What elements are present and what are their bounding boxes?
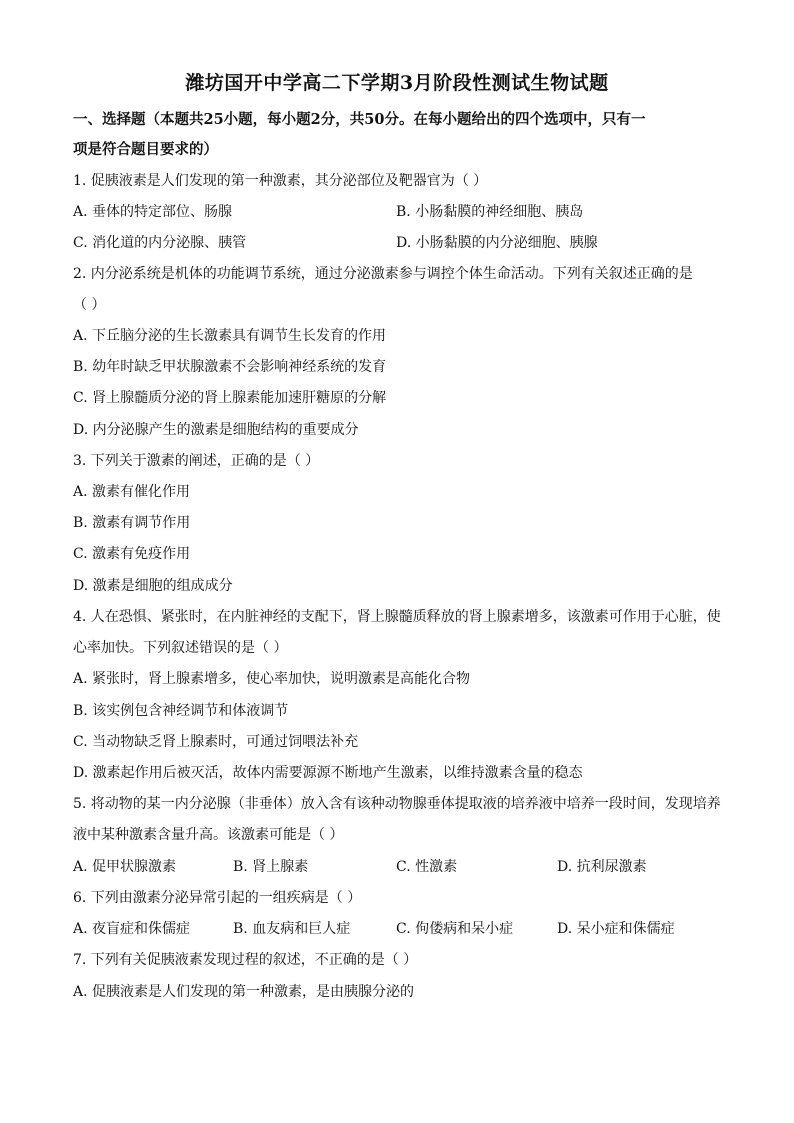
question-1-option-b: B. 小肠黏膜的神经细胞、胰岛	[396, 204, 584, 220]
question-3-option-a: A. 激素有催化作用	[73, 484, 191, 500]
question-3-stem: 3. 下列关于激素的阐述，正确的是（ ）	[73, 453, 320, 469]
question-2-option-c: C. 肾上腺髓质分泌的肾上腺素能加速肝糖原的分解	[73, 390, 387, 406]
question-5-option-d: D. 抗利尿激素	[557, 859, 647, 875]
question-2-stem-cont: （ ）	[73, 297, 106, 313]
question-1-option-a: A. 垂体的特定部位、肠腺	[73, 204, 233, 220]
question-6-option-a: A. 夜盲症和侏儒症	[73, 921, 191, 937]
question-4-stem-cont: 心率加快。下列叙述错误的是（ ）	[73, 640, 288, 656]
question-5-option-c: C. 性激素	[396, 859, 458, 875]
question-6-stem: 6. 下列由激素分泌异常引起的一组疾病是（ ）	[73, 890, 362, 906]
question-2-option-a: A. 下丘脑分泌的生长激素具有调节生长发育的作用	[73, 328, 387, 344]
question-6-option-c: C. 佝偻病和呆小症	[396, 921, 514, 937]
question-3-option-d: D. 激素是细胞的组成成分	[73, 578, 233, 594]
question-5-stem-cont: 液中某种激素含量升高。该激素可能是（ ）	[73, 827, 344, 843]
page-title: 潍坊国开中学高二下学期3月阶段性测试生物试题	[185, 72, 609, 94]
question-4-stem: 4. 人在恐惧、紧张时，在内脏神经的支配下，肾上腺髓质释放的肾上腺素增多，该激素可作用于心脏，使	[73, 609, 721, 625]
question-1-stem: 1. 促胰液素是人们发现的第一种激素，其分泌部位及靶器官为（ ）	[73, 173, 488, 189]
question-6-option-b: B. 血友病和巨人症	[233, 921, 351, 937]
question-2-stem: 2. 内分泌系统是机体的功能调节系统，通过分泌激素参与调控个体生命活动。下列有关叙述正确的是	[73, 266, 693, 282]
question-4-option-d: D. 激素起作用后被灭活，故体内需要源源不断地产生激素，以维持激素含量的稳态	[73, 765, 583, 781]
question-6-option-d: D. 呆小症和侏儒症	[557, 921, 675, 937]
question-3-option-c: C. 激素有免疫作用	[73, 546, 191, 562]
question-3-option-b: B. 激素有调节作用	[73, 515, 191, 531]
section-header-cont: 项是符合题目要求的）	[73, 141, 218, 158]
question-1-option-d: D. 小肠黏膜的内分泌细胞、胰腺	[396, 235, 598, 251]
question-1-option-c: C. 消化道的内分泌腺、胰管	[73, 235, 247, 251]
question-5-stem: 5. 将动物的某一内分泌腺（非垂体）放入含有该种动物腺垂体提取液的培养液中培养一段时间，发现培养	[73, 796, 721, 812]
question-4-option-c: C. 当动物缺乏肾上腺素时，可通过饲喂法补充	[73, 734, 359, 750]
question-5-option-a: A. 促甲状腺激素	[73, 859, 177, 875]
question-5-option-b: B. 肾上腺素	[233, 859, 309, 875]
question-7-option-a: A. 促胰液素是人们发现的第一种激素，是由胰腺分泌的	[73, 984, 415, 1000]
question-4-option-b: B. 该实例包含神经调节和体液调节	[73, 703, 289, 719]
question-7-stem: 7. 下列有关促胰液素发现过程的叙述，不正确的是（ ）	[73, 952, 418, 968]
question-2-option-b: B. 幼年时缺乏甲状腺激素不会影响神经系统的发育	[73, 359, 387, 375]
question-4-option-a: A. 紧张时，肾上腺素增多，使心率加快，说明激素是高能化合物	[73, 671, 471, 687]
section-header: 一、选择题（本题共25小题，每小题2分，共50分。在每小题给出的四个选项中，只有一	[73, 111, 646, 128]
question-2-option-d: D. 内分泌腺产生的激素是细胞结构的重要成分	[73, 422, 359, 438]
